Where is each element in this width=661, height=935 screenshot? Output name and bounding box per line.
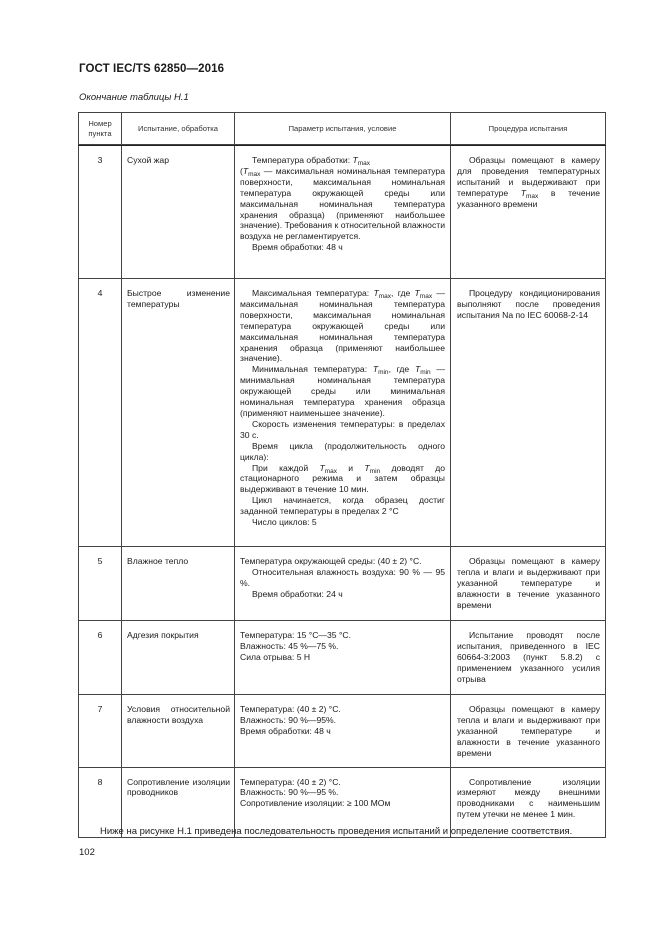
test-procedure [451, 621, 606, 695]
test-parameters [235, 695, 451, 768]
item-number: 7 [79, 695, 122, 768]
parameter-line: Время обработки: 48 ч [252, 242, 343, 253]
parameter-line: Влажность: 90 %—95%. [240, 714, 337, 725]
test-parameters [235, 547, 451, 621]
test-parameters [235, 279, 451, 547]
procedure-text: Процедуру кондиционирования выполняют после проведения испытания Na по IEC 60068-2-14 [457, 288, 600, 320]
table-row [79, 547, 606, 621]
parameter-line: Время обработки: 48 ч [240, 725, 331, 736]
test-parameters [235, 146, 451, 279]
parameter-line: Температура: 15 °С—35 °С. [240, 630, 351, 640]
parameter-line: Максимальная температура: $T_{max}$, где $T_{max}$ — максимальная номинальная температура поверхности, максимальная номинальная температура окружающей среды или максимальная номинальная температура хранения образца (применяют наибольшее значение). [240, 288, 445, 364]
table-header-row [79, 113, 606, 145]
procedure-text: Сопротивление изоляции измеряют между внешними проводниками с наименьшим путем утечки не менее 1 мин. [457, 776, 600, 820]
test-table [78, 112, 606, 838]
procedure-text: Образцы помещают в камеру тепла и влаги и выдерживают при указанной температуре и влажности в течение указанного времени [457, 704, 600, 758]
parameter-line: Температура: (40 ± 2) °C. [240, 704, 341, 714]
parameter-line: Скорость изменения температуры: в пределах 30 с. [240, 418, 445, 440]
test-name: Влажное тепло [122, 547, 235, 621]
test-name: Сопротивление изоляции проводников [122, 767, 235, 837]
parameter-line: Влажность: 45 %—75 %. [240, 640, 339, 651]
table-caption: Окончание таблицы Н.1 [79, 92, 189, 103]
parameter-line: ($T_{max}$ — максимальная номинальная температура поверхности, максимальная номинальная температура окружающей среды или максимальная номинальная температура хранения образца) (применяют наибольшее значение). Требования к относительной влажности воздуха не регламентируется. [240, 165, 445, 242]
parameter-line: Минимальная температура: $T_{min}$, где $T_{min}$ — минимальная номинальная температура окружающей среды или минимальная номинальная температура хранения образца (применяют наименьшее значение). [240, 364, 445, 418]
parameter-line: При каждой $T_{max}$ и $T_{min}$ доводят до стационарного режима и затем образцы выдерживают в течение 10 мин. [240, 462, 446, 495]
parameter-line: Время цикла (продолжительность одного цикла): [240, 440, 445, 462]
test-name: Быстрое изменение температуры [122, 279, 235, 547]
test-procedure [451, 279, 606, 547]
column-header-procedure: Процедура испытания [451, 113, 606, 145]
test-parameters [235, 621, 451, 695]
item-number: 4 [79, 279, 122, 547]
item-number: 8 [79, 767, 122, 837]
column-header-parameter: Параметр испытания, условие [235, 113, 451, 145]
procedure-text: Испытание проводят после испытания, приведенного в IEC 60664-3:2003 (пункт 5.8.2) с применением указанного усилия отрыва [457, 630, 600, 684]
procedure-text: Образцы помещают в камеру тепла и влаги и выдерживают при указанной температуре и влажности в течение указанного времени [457, 556, 600, 610]
parameter-line: Цикл начинается, когда образец достиг заданной температуры в пределах 2 °С [240, 495, 445, 517]
parameter-line: Относительная влажность воздуха: 90 % — 95 %. [240, 566, 445, 588]
item-number: 6 [79, 621, 122, 695]
test-name: Условия относительной влажности воздуха [122, 695, 235, 768]
parameter-line: Температура: (40 ± 2) °C. [240, 776, 341, 787]
column-header-number: Номер пункта [79, 113, 122, 145]
parameter-line: Температура окружающей среды: (40 ± 2) °C. [240, 556, 422, 566]
column-header-test: Испытание, обработка [122, 113, 235, 145]
procedure-text: Образцы помещают в камеру для проведения температурных испытаний и выдерживают при температуре $T_{max}$ в течение указанного времени [457, 155, 600, 209]
item-number: 3 [79, 146, 122, 279]
parameter-line: Температура обработки: $T_{max}$ [252, 155, 371, 167]
item-number: 5 [79, 547, 122, 621]
document-header: ГОСТ IEC/TS 62850—2016 [79, 63, 225, 75]
parameter-line: Число циклов: 5 [252, 517, 317, 528]
table-row [79, 279, 606, 547]
parameter-line: Время обработки: 24 ч [252, 588, 343, 599]
table-row [79, 621, 606, 695]
table-row [79, 695, 606, 768]
parameter-line: Сила отрыва: 5 Н [240, 651, 311, 662]
page-number: 102 [79, 847, 95, 858]
figure-reference-text: Ниже на рисунке Н.1 приведена последовательность проведения испытаний и определение соответствия. [100, 826, 573, 837]
test-procedure [451, 146, 606, 279]
test-procedure [451, 547, 606, 621]
parameter-line: Сопротивление изоляции: ≥ 100 МОм [240, 798, 391, 809]
test-name: Сухой жар [122, 146, 235, 279]
parameter-line: Влажность: 90 %—95 %. [240, 787, 339, 798]
test-procedure [451, 695, 606, 768]
test-name: Адгезия покрытия [122, 621, 235, 695]
table-row [79, 146, 606, 279]
